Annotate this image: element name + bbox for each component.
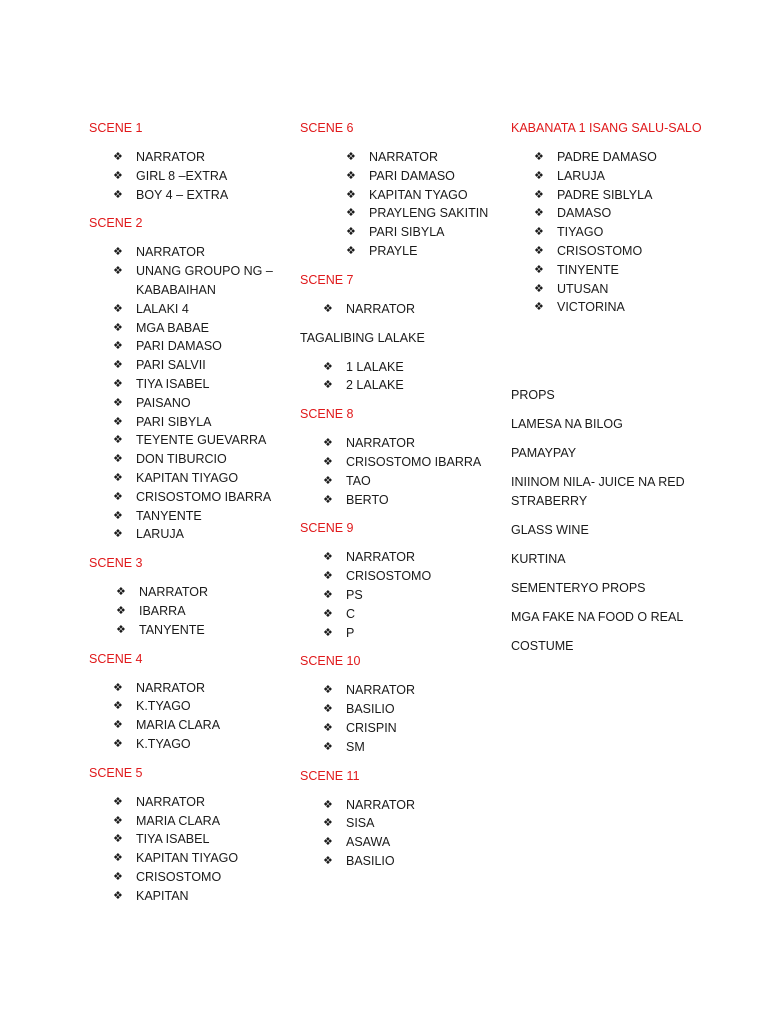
list-item-label: CRISOSTOMO IBARRA	[346, 454, 482, 469]
diamond-dots-icon: ❖	[113, 508, 123, 522]
list-item	[113, 679, 279, 698]
list-item-label: NARRATOR	[346, 436, 415, 451]
list-item	[534, 298, 711, 317]
list-item	[323, 719, 490, 738]
list-item	[534, 186, 711, 205]
text-line: PROPS	[511, 388, 555, 403]
list-item-label: NARRATOR	[346, 550, 415, 565]
list-item-label: PAISANO	[136, 395, 191, 410]
diamond-dots-icon: ❖	[113, 376, 123, 390]
list-item	[323, 814, 490, 833]
bullet-list	[300, 300, 490, 319]
list-item	[534, 148, 711, 167]
diamond-dots-icon: ❖	[113, 680, 123, 694]
diamond-dots-icon: ❖	[534, 262, 544, 276]
list-item-label: TAO	[346, 473, 371, 488]
diamond-dots-icon: ❖	[323, 835, 333, 849]
list-item-label: K.TYAGO	[136, 699, 191, 714]
diamond-dots-icon: ❖	[534, 281, 544, 295]
list-item-label: CRISOSTOMO	[346, 569, 432, 584]
list-item	[116, 621, 279, 640]
diamond-dots-icon: ❖	[346, 187, 356, 201]
list-item	[113, 793, 279, 812]
list-item	[346, 148, 490, 167]
diamond-dots-icon: ❖	[113, 339, 123, 353]
diamond-dots-icon: ❖	[113, 414, 123, 428]
diamond-dots-icon: ❖	[323, 625, 333, 639]
diamond-dots-icon: ❖	[323, 454, 333, 468]
list-item-label: GIRL 8 –EXTRA	[136, 168, 228, 183]
list-item-label: TIYA ISABEL	[136, 832, 210, 847]
list-item	[323, 700, 490, 719]
diamond-dots-icon: ❖	[534, 243, 544, 257]
list-item	[113, 450, 279, 469]
list-item	[323, 624, 490, 643]
diamond-dots-icon: ❖	[534, 225, 544, 239]
list-item-label: DON TIBURCIO	[136, 452, 227, 467]
diamond-dots-icon: ❖	[116, 603, 126, 617]
list-item	[323, 852, 490, 871]
list-item-label: NARRATOR	[369, 150, 438, 164]
list-item	[113, 887, 279, 906]
section-heading: SCENE 4	[89, 651, 143, 666]
bullet-list	[300, 148, 490, 261]
diamond-dots-icon: ❖	[323, 492, 333, 506]
section-heading: SCENE 1	[89, 121, 143, 135]
list-item	[113, 262, 279, 300]
list-item	[113, 148, 279, 167]
bullet-list	[300, 796, 490, 871]
text-line: TAGALIBING LALAKE	[300, 330, 425, 345]
list-item-label: TANYENTE	[136, 508, 202, 523]
list-item-label: PARI SIBYLA	[136, 414, 212, 429]
list-item	[323, 491, 490, 510]
list-item	[113, 356, 279, 375]
list-item-label: TIYA ISABEL	[136, 376, 210, 391]
bullet-list	[300, 548, 490, 642]
list-item-label: LALAKI 4	[136, 301, 189, 316]
list-item	[323, 434, 490, 453]
list-item-label: K.TYAGO	[136, 736, 191, 751]
list-item	[323, 738, 490, 757]
diamond-dots-icon: ❖	[323, 606, 333, 620]
list-item	[113, 488, 279, 507]
list-item-label: PADRE SIBLYLA	[557, 187, 653, 202]
list-item	[534, 204, 711, 223]
list-item-label: MARIA CLARA	[136, 718, 221, 733]
list-item	[113, 431, 279, 450]
list-item-label: UTUSAN	[557, 281, 609, 296]
text-line: MGA FAKE NA FOOD O REAL	[511, 610, 684, 625]
diamond-dots-icon: ❖	[113, 264, 123, 278]
list-item	[113, 319, 279, 338]
diamond-dots-icon: ❖	[323, 720, 333, 734]
list-item	[323, 833, 490, 852]
bullet-list	[511, 148, 711, 317]
list-item	[113, 413, 279, 432]
bullet-list	[300, 358, 490, 396]
diamond-dots-icon: ❖	[323, 550, 333, 564]
diamond-dots-icon: ❖	[323, 683, 333, 697]
list-item	[113, 375, 279, 394]
diamond-dots-icon: ❖	[323, 587, 333, 601]
list-item-label: 1 LALAKE	[346, 359, 404, 374]
list-item-label: CRISOSTOMO	[136, 869, 222, 884]
list-item	[346, 186, 490, 205]
list-item-label: PRAYLENG SAKITIN	[369, 206, 489, 221]
diamond-dots-icon: ❖	[323, 702, 333, 716]
list-item	[113, 394, 279, 413]
diamond-dots-icon: ❖	[346, 225, 356, 239]
list-item-label: DAMASO	[557, 206, 612, 221]
diamond-dots-icon: ❖	[323, 853, 333, 867]
diamond-dots-icon: ❖	[113, 150, 123, 163]
diamond-dots-icon: ❖	[113, 851, 123, 865]
diamond-dots-icon: ❖	[113, 320, 123, 334]
list-item-label: PARI DAMASO	[136, 339, 222, 354]
list-item-label: CRISOSTOMO IBARRA	[136, 489, 272, 504]
diamond-dots-icon: ❖	[346, 168, 356, 182]
list-item	[534, 280, 711, 299]
list-item-label: VICTORINA	[557, 300, 625, 315]
bullet-list	[89, 583, 279, 639]
list-item-label: NARRATOR	[136, 794, 205, 809]
list-item	[113, 812, 279, 831]
list-item-label: KAPITAN TIYAGO	[136, 851, 239, 866]
text-line: PAMAYPAY	[511, 446, 577, 461]
list-item	[113, 243, 279, 262]
bullet-list	[89, 793, 279, 906]
list-item-label: SISA	[346, 816, 375, 831]
list-item-label: TEYENTE GUEVARRA	[136, 433, 267, 448]
list-item	[323, 796, 490, 815]
text-line: COSTUME	[511, 639, 574, 654]
text-line: LAMESA NA BILOG	[511, 417, 623, 432]
list-item	[113, 849, 279, 868]
list-item-label: MARIA CLARA	[136, 813, 221, 828]
section-heading: SCENE 9	[300, 521, 354, 536]
bullet-list	[89, 679, 279, 754]
text-line: INIINOM NILA- JUICE NA RED STRABERRY	[511, 475, 685, 509]
list-item-label: BERTO	[346, 492, 389, 507]
column-3	[511, 119, 711, 656]
list-item	[346, 167, 490, 186]
section-heading: SCENE 11	[300, 768, 360, 783]
list-item	[116, 602, 279, 621]
diamond-dots-icon: ❖	[113, 794, 123, 808]
bullet-list	[300, 434, 490, 509]
section-heading: SCENE 5	[89, 765, 143, 780]
diamond-dots-icon: ❖	[346, 150, 356, 163]
diamond-dots-icon: ❖	[323, 739, 333, 753]
list-item-label: PRAYLE	[369, 243, 418, 258]
column-1	[89, 119, 279, 906]
diamond-dots-icon: ❖	[323, 359, 333, 373]
list-item-label: NARRATOR	[136, 680, 205, 695]
diamond-dots-icon: ❖	[323, 436, 333, 450]
diamond-dots-icon: ❖	[113, 699, 123, 713]
diamond-dots-icon: ❖	[113, 168, 123, 182]
list-item-label: TIYAGO	[557, 225, 604, 240]
diamond-dots-icon: ❖	[113, 187, 123, 201]
diamond-dots-icon: ❖	[113, 869, 123, 883]
list-item	[113, 830, 279, 849]
diamond-dots-icon: ❖	[113, 888, 123, 902]
list-item	[113, 300, 279, 319]
list-item-label: C	[346, 606, 356, 621]
list-item-label: BASILIO	[346, 702, 395, 717]
list-item	[113, 525, 279, 544]
list-item	[323, 358, 490, 377]
list-item	[323, 548, 490, 567]
diamond-dots-icon: ❖	[323, 301, 333, 315]
list-item-label: NARRATOR	[346, 301, 415, 316]
list-item	[346, 204, 490, 223]
list-item	[113, 167, 279, 186]
diamond-dots-icon: ❖	[534, 206, 544, 220]
diamond-dots-icon: ❖	[113, 433, 123, 447]
list-item-label: PARI DAMASO	[369, 168, 455, 183]
diamond-dots-icon: ❖	[323, 816, 333, 830]
list-item	[323, 586, 490, 605]
bullet-list	[89, 243, 279, 544]
section-heading: SCENE 7	[300, 272, 354, 287]
list-item	[113, 507, 279, 526]
diamond-dots-icon: ❖	[116, 585, 126, 599]
list-item-label: UNANG GROUPO NG –KABABAIHAN	[136, 264, 273, 297]
list-item-label: BOY 4 – EXTRA	[136, 187, 229, 202]
section-heading: SCENE 2	[89, 216, 143, 231]
list-item	[113, 735, 279, 754]
section-heading: SCENE 8	[300, 407, 354, 422]
diamond-dots-icon: ❖	[113, 245, 123, 259]
diamond-dots-icon: ❖	[534, 168, 544, 182]
list-item-label: IBARRA	[139, 603, 186, 618]
diamond-dots-icon: ❖	[323, 378, 333, 392]
list-item-label: PADRE DAMASO	[557, 150, 657, 164]
list-item-label: TANYENTE	[139, 622, 205, 637]
diamond-dots-icon: ❖	[534, 300, 544, 314]
list-item-label: MGA BABAE	[136, 320, 209, 335]
list-item	[534, 223, 711, 242]
list-item-label: CRISPIN	[346, 720, 397, 735]
bullet-list	[300, 681, 490, 756]
diamond-dots-icon: ❖	[534, 187, 544, 201]
list-item-label: NARRATOR	[139, 585, 208, 600]
list-item	[113, 716, 279, 735]
list-item	[113, 868, 279, 887]
column-2	[300, 119, 490, 871]
diamond-dots-icon: ❖	[113, 470, 123, 484]
list-item-label: KAPITAN TYAGO	[369, 187, 468, 202]
list-item	[346, 223, 490, 242]
diamond-dots-icon: ❖	[346, 206, 356, 220]
diamond-dots-icon: ❖	[346, 243, 356, 257]
list-item-label: TINYENTE	[557, 262, 619, 277]
list-item	[323, 472, 490, 491]
list-item-label: 2 LALAKE	[346, 378, 404, 393]
diamond-dots-icon: ❖	[113, 452, 123, 466]
diamond-dots-icon: ❖	[323, 473, 333, 487]
diamond-dots-icon: ❖	[113, 813, 123, 827]
list-item	[323, 567, 490, 586]
diamond-dots-icon: ❖	[113, 489, 123, 503]
diamond-dots-icon: ❖	[113, 527, 123, 541]
list-item-label: NARRATOR	[136, 245, 205, 260]
diamond-dots-icon: ❖	[323, 797, 333, 811]
diamond-dots-icon: ❖	[113, 395, 123, 409]
section-heading: SCENE 6	[300, 121, 354, 135]
list-item-label: PARI SIBYLA	[369, 225, 445, 240]
list-item-label: P	[346, 625, 355, 640]
bullet-list	[89, 148, 279, 204]
text-line: GLASS WINE	[511, 523, 589, 538]
list-item	[323, 681, 490, 700]
list-item-label: LARUJA	[557, 168, 605, 183]
diamond-dots-icon: ❖	[323, 569, 333, 583]
list-item	[323, 376, 490, 395]
diamond-dots-icon: ❖	[113, 358, 123, 372]
list-item-label: BASILIO	[346, 853, 395, 868]
list-item	[534, 167, 711, 186]
diamond-dots-icon: ❖	[113, 301, 123, 315]
list-item	[113, 186, 279, 205]
list-item	[113, 469, 279, 488]
diamond-dots-icon: ❖	[116, 622, 126, 636]
section-heading: SCENE 10	[300, 654, 361, 669]
list-item	[346, 242, 490, 261]
text-line: KURTINA	[511, 552, 566, 567]
list-item	[323, 453, 490, 472]
list-item-label: NARRATOR	[346, 683, 415, 698]
diamond-dots-icon: ❖	[113, 718, 123, 732]
diamond-dots-icon: ❖	[113, 832, 123, 846]
section-heading: SCENE 3	[89, 556, 143, 571]
list-item-label: CRISOSTOMO	[557, 243, 643, 258]
list-item-label: ASAWA	[346, 835, 391, 850]
list-item	[534, 261, 711, 280]
list-item-label: PARI SALVII	[136, 358, 206, 373]
list-item-label: LARUJA	[136, 527, 184, 542]
list-item-label: KAPITAN	[136, 888, 189, 903]
text-line: SEMENTERYO PROPS	[511, 581, 646, 596]
list-item-label: NARRATOR	[136, 150, 205, 164]
list-item	[116, 583, 279, 602]
diamond-dots-icon: ❖	[534, 150, 544, 163]
list-item	[113, 337, 279, 356]
list-item-label: KAPITAN TIYAGO	[136, 470, 239, 485]
list-item	[323, 605, 490, 624]
list-item-label: SM	[346, 739, 365, 754]
list-item	[113, 697, 279, 716]
diamond-dots-icon: ❖	[113, 736, 123, 750]
list-item	[534, 242, 711, 261]
list-item-label: NARRATOR	[346, 797, 415, 812]
section-heading: KABANATA 1 ISANG SALU-SALO	[511, 121, 702, 135]
list-item-label: PS	[346, 587, 363, 602]
list-item	[323, 300, 490, 319]
